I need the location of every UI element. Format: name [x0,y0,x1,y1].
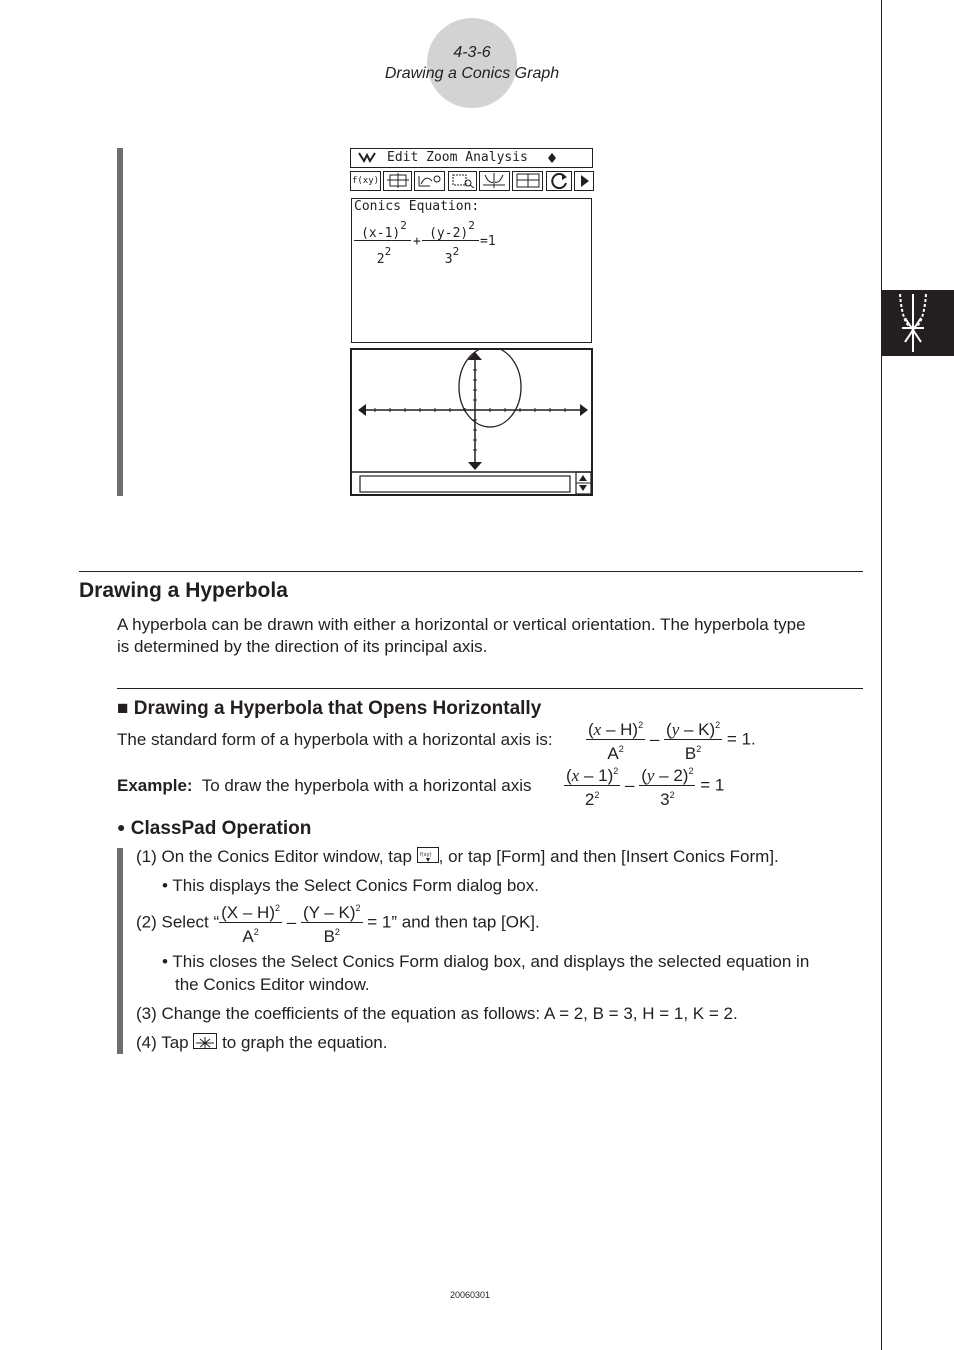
svg-text:f(xy): f(xy) [419,852,432,858]
calculator-menu-bar[interactable] [350,148,593,168]
calculator-toolbar [350,171,594,193]
graph-icon[interactable] [512,171,543,191]
step-2-note-line-2: the Conics Editor window. [175,975,370,994]
example-text: Example: To draw the hyperbola with a horizontal axis [117,776,532,795]
square-bullet-icon: ■ [117,698,129,719]
screenshot-bar [117,148,123,496]
step-1-note: • This displays the Select Conics Form dialog box. [162,876,539,895]
bullet-icon: ● [117,819,126,835]
conics-graph-tab-icon [882,290,954,356]
step-2-note-line-1: • This closes the Select Conics Form dialog box, and displays the selected equation in [162,952,810,971]
example-equation: $\frac{(x - 1)^2}{2^2}$ – $\frac{(y - 2)^2}{3^2}$ = 1 [564,762,724,809]
redraw-icon[interactable] [546,171,572,191]
conics-editor-window[interactable]: Conics Equation: $(x-1)^2$ $2^2$ + $(y-2)^2$ $3^2$ =1 [351,198,592,343]
zoom-box-icon[interactable] [448,171,477,191]
editor-heading: Conics Equation: [354,199,480,214]
calculator-screen [349,147,595,497]
section-heading: Drawing a Hyperbola [79,579,288,602]
step-1: (1) On the Conics Editor window, tap f(xy) , or tap [Form] and then [Insert Conics Form]. [136,847,779,866]
intro-line-1: A hyperbola can be drawn with either a horizontal or vertical orientation. The hyperbola type [117,615,806,634]
menu-down-icon[interactable] [357,149,377,171]
menu-items[interactable]: Edit Zoom Analysis [387,150,528,165]
step-3: (3) Change the coefficients of the equation as follows: A = 2, B = 3, H = 1, K = 2. [136,1004,738,1023]
subsection-heading: ■ Drawing a Hyperbola that Opens Horizontally [117,698,542,719]
section-title: Drawing a Conics Graph [384,65,560,82]
insert-form-icon[interactable]: f(xy) [350,171,381,191]
page-number: 4-3-6 [453,44,491,61]
ellipse-graph [352,350,591,494]
graph-window[interactable] [350,348,593,496]
graph-draw-icon [193,1033,217,1049]
section-rule [79,571,863,572]
step-4: (4) Tap to graph the equation. [136,1033,388,1052]
chapter-tab [882,290,954,356]
standard-form-text: The standard form of a hyperbola with a horizontal axis is: [117,730,553,749]
step-2: (2) Select “ $\frac{(X - H)^2}{A^2}$ – $\frac{(Y - K)^2}{B^2}$ = 1” and then tap [OK]. [136,899,540,946]
footer-code: 20060301 [449,1290,491,1300]
operation-bar [117,848,123,1054]
subsection-rule [117,688,863,689]
pan-icon[interactable] [479,171,510,191]
margin-line [881,0,882,1350]
menu-more-icon[interactable] [546,150,558,172]
intro-line-2: is determined by the direction of its principal axis. [117,637,488,656]
insert-form-icon [417,847,439,863]
header-circle [427,18,517,108]
zoom-icon[interactable] [414,171,445,191]
view-window-icon[interactable] [383,171,412,191]
play-icon[interactable] [574,171,594,191]
standard-form-equation: $\frac{(x - H)^2}{A^2}$ – $\frac{(y - K)^2}{B^2}$ = 1. [586,716,756,763]
operation-heading: ● ClassPad Operation [117,818,312,839]
